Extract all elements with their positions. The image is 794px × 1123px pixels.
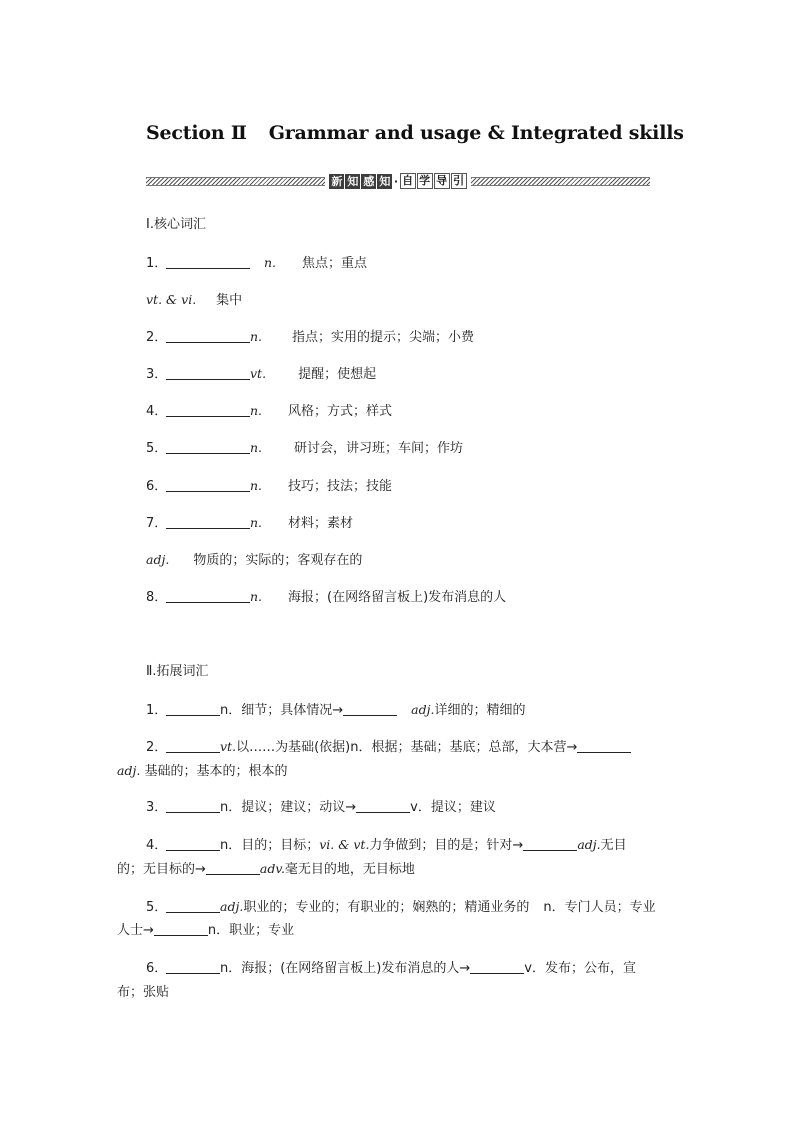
vocab-item: 4． n. 风格；方式；样式: [146, 403, 393, 419]
vocab-item: adj. 物质的；实际的；客观存在的: [146, 552, 363, 568]
vocab-item-continued: 的；无目标的→ adv.毫无目的地，无目标地: [117, 861, 415, 877]
answer-blank[interactable]: [206, 861, 260, 875]
vocab-item: 1． n. 焦点；重点: [146, 255, 368, 271]
banner-label: [329, 173, 467, 189]
vocab-item: 6． n．海报；(在网络留言板上)发布消息的人→ v．发布；公布，宣: [146, 961, 636, 976]
answer-blank[interactable]: [166, 440, 250, 454]
vocab-item-continued: adj. 基础的；基本的；根本的: [117, 763, 288, 779]
answer-blank[interactable]: [523, 837, 577, 851]
vocab-item: 8． n. 海报；(在网络留言板上)发布消息的人: [146, 589, 507, 605]
answer-blank[interactable]: [577, 739, 631, 753]
part1-heading: Ⅰ.核心词汇: [146, 217, 206, 232]
answer-blank[interactable]: [166, 255, 250, 269]
banner-char: 导: [434, 173, 450, 189]
title-main: Grammar and usage & Integrated skills: [268, 122, 684, 144]
vocab-item: 6． n. 技巧；技法；技能: [146, 478, 393, 494]
banner-dot: ·: [393, 174, 399, 188]
banner-char: 新: [331, 174, 343, 188]
page-title: [146, 122, 684, 144]
banner-char: 自: [400, 173, 416, 189]
vocab-item: 5． adj.职业的；专业的；有职业的；娴熟的；精通业务的 n．专门人员；专业: [146, 899, 656, 915]
answer-blank[interactable]: [166, 739, 220, 753]
banner-hatch-left: [146, 177, 325, 186]
answer-blank[interactable]: [166, 799, 220, 813]
answer-blank[interactable]: [166, 515, 250, 529]
vocab-item: 3． vt. 提醒；使想起: [146, 366, 377, 382]
answer-blank[interactable]: [166, 403, 250, 417]
answer-blank[interactable]: [166, 702, 220, 716]
banner-hatch-right: [471, 177, 650, 186]
answer-blank[interactable]: [343, 702, 397, 716]
answer-blank[interactable]: [166, 960, 220, 974]
vocab-item: 7． n. 材料；素材: [146, 515, 354, 531]
answer-blank[interactable]: [166, 589, 250, 603]
banner-char: 感: [363, 174, 375, 188]
vocab-item: 2． n. 指点；实用的提示；尖端；小费: [146, 329, 475, 345]
banner-char: 引: [451, 173, 467, 189]
vocab-item: vt. & vi. 集中: [146, 292, 243, 308]
answer-blank[interactable]: [166, 366, 250, 380]
vocab-item-continued: 人士→ n．职业；专业: [117, 923, 295, 938]
answer-blank[interactable]: [166, 329, 250, 343]
answer-blank[interactable]: [166, 478, 250, 492]
answer-blank[interactable]: [154, 922, 208, 936]
title-section: Section Ⅱ: [146, 122, 247, 144]
answer-blank[interactable]: [356, 799, 410, 813]
answer-blank[interactable]: [470, 960, 524, 974]
vocab-item: 1． n．细节；具体情况→ adj.详细的；精细的: [146, 702, 526, 718]
part2-heading: Ⅱ.拓展词汇: [146, 664, 209, 679]
answer-blank[interactable]: [166, 899, 220, 913]
answer-blank[interactable]: [166, 837, 220, 851]
banner-char: 知: [347, 174, 359, 188]
vocab-item: 4． n．目的；目标；vi. & vt.力争做到；目的是；针对→ adj.无目: [146, 837, 627, 853]
vocab-item: 5． n. 研讨会，讲习班；车间；作坊: [146, 440, 464, 456]
vocab-item-continued: 布；张贴: [117, 985, 170, 1000]
banner-char: 学: [417, 173, 433, 189]
section-banner: [146, 172, 650, 190]
banner-char: 知: [379, 174, 391, 188]
vocab-item: 2． vt.以……为基础(依据)n．根据；基础；基底；总部，大本营→: [146, 738, 631, 757]
vocab-item: 3． n．提议；建议；动议→ v．提议；建议: [146, 800, 496, 815]
